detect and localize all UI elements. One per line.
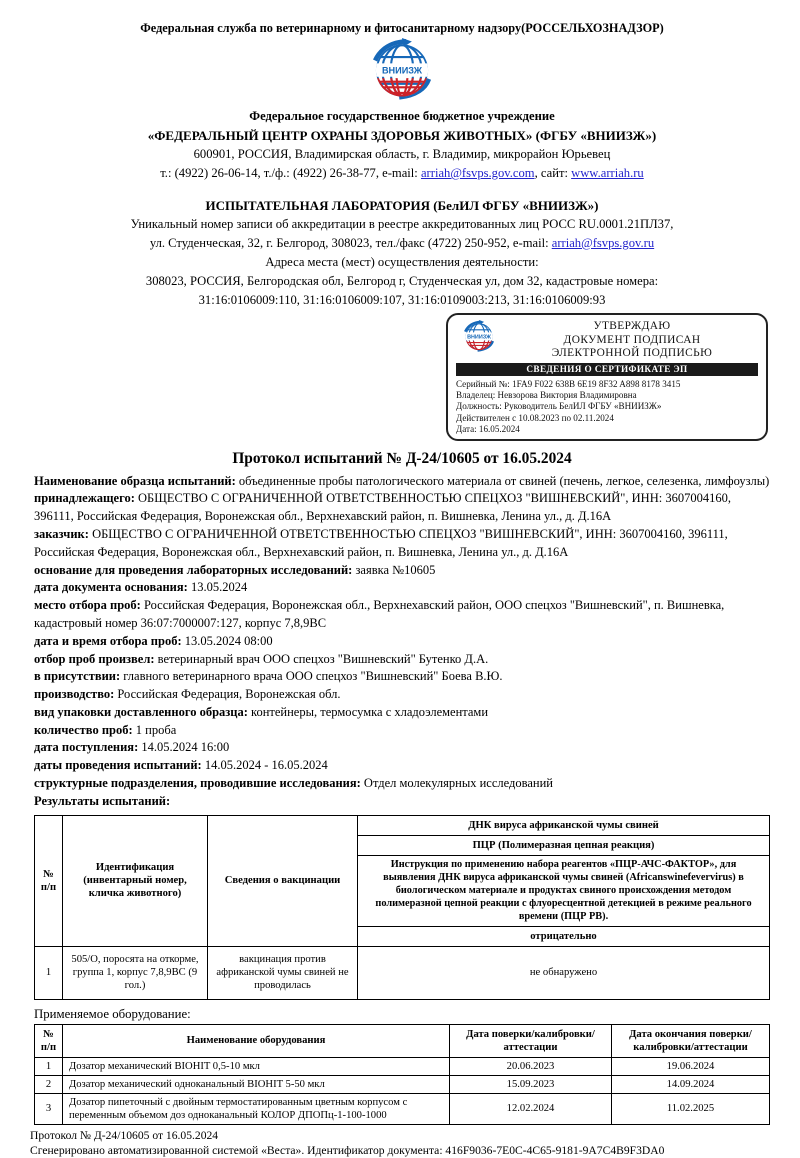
equipment-name-cell: Дозатор механический BIOHIT 0,5-10 мкл: [63, 1057, 450, 1075]
equipment-col-date-to-header: Дата окончания поверки/калибровки/аттестации: [612, 1024, 770, 1057]
results-col-id-header: Идентификация (инвентарный номер, кличка животного): [63, 815, 208, 946]
agency-line: Федеральная служба по ветеринарному и фитосанитарному надзору(РОССЕЛЬХОЗНАДЗОР): [140, 21, 664, 35]
lab-cadastral-line: 31:16:0106009:110, 31:16:0106009:107, 31:16:0109003:213, 31:16:0106009:93: [198, 293, 606, 307]
field-label: даты проведения испытаний:: [34, 758, 202, 773]
org-type-line: Федеральное государственное бюджетное учреждение: [249, 109, 555, 123]
protocol-title: Протокол испытаний № Д-24/10605 от 16.05.2024: [232, 449, 572, 467]
stamp-validity-line: Действителен с 10.08.2023 по 02.11.2024: [456, 412, 614, 423]
equipment-row: [35, 1093, 770, 1124]
stamp-titles: [506, 320, 758, 361]
lab-address-prefix: ул. Студенческая, 32, г. Белгород, 308023, тел./факс (4722) 250-952, e-mail:: [149, 236, 552, 250]
field-sample-name: [34, 473, 770, 491]
field-label: основание для проведения лабораторных исследований:: [34, 562, 353, 577]
stamp-position-line: Должность: Руководитель БелИЛ ФГБУ «ВНИИЗЖ»: [456, 401, 662, 412]
equipment-date-from-cell: 15.09.2023: [450, 1075, 612, 1093]
field-customer: [34, 526, 770, 562]
field-departments: [34, 775, 770, 793]
equipment-date-to-cell: 11.02.2025: [612, 1093, 770, 1124]
org-email-link[interactable]: arriah@fsvps.gov.com: [420, 166, 535, 180]
stamp-serial-line: Серийный №: 1FA9 F022 638B 6E19 8F32 A898 8178 3415: [456, 378, 681, 389]
equipment-name-cell: Дозатор пипеточный с двойным термостатированным цветным корпусом с переменным объемом доз одноканальный КОЛОР ДПОПц-1-100-1000: [63, 1093, 450, 1124]
results-parameter-header: ДНК вируса африканской чумы свиней: [358, 815, 770, 835]
equipment-col-date-from-header: Дата поверки/калибровки/аттестации: [450, 1024, 612, 1057]
field-sample-count: [34, 722, 770, 740]
field-value: ОБЩЕСТВО С ОГРАНИЧЕННОЙ ОТВЕТСТВЕННОСТЬЮ СПЕЦХОЗ "ВИШНЕВСКИЙ", ИНН: 3607004160, 396111, Российская Федерация, Воронежская обл., Верхнехавский район, п. Вишневка, Ленина ул., д. Д.16А: [34, 526, 728, 559]
field-label: место отбора проб:: [34, 598, 141, 613]
signature-stamp-row: [34, 313, 768, 441]
field-label: отбор проб произвел:: [34, 651, 155, 666]
field-owner: [34, 490, 770, 526]
equipment-row: [35, 1057, 770, 1075]
field-value: 13.05.2024: [190, 580, 248, 595]
field-value: Отдел молекулярных исследований: [363, 776, 553, 791]
results-heading: Результаты испытаний:: [34, 793, 171, 808]
org-address-line: 600901, РОССИЯ, Владимирская область, г. Владимир, микрорайон Юрьевец: [193, 147, 611, 161]
field-packaging: [34, 704, 770, 722]
equipment-col-name-header: Наименование оборудования: [63, 1024, 450, 1057]
equipment-date-to-cell: 19.06.2024: [612, 1057, 770, 1075]
field-value: ОБЩЕСТВО С ОГРАНИЧЕННОЙ ОТВЕТСТВЕННОСТЬЮ СПЕЦХОЗ "ВИШНЕВСКИЙ", ИНН: 3607004160, 396111, Российская Федерация, Воронежская обл., Верхнехавский район, п. Вишневка, Ленина ул., д. Д.16А: [34, 491, 731, 524]
results-instruction-header: Инструкция по применению набора реагентов «ПЦР-АЧС-ФАКТОР», для выявления ДНК вируса африканской чумы свиней (Africanswinefevervirus) в биологическом материале и продуктах свиного происхождения методом полимеразной цепной реакции с флуоресцентной детекцией в режиме реального времени (ПЦР РВ).: [358, 855, 770, 926]
results-row-result-cell: не обнаружено: [358, 946, 770, 999]
field-label: в присутствии:: [34, 669, 121, 684]
equipment-date-from-cell: 20.06.2023: [450, 1057, 612, 1075]
field-label: дата и время отбора проб:: [34, 633, 182, 648]
results-row-vaccination-cell: вакцинация против африканской чумы свиней не проводилась: [208, 946, 358, 999]
field-label: принадлежащего:: [34, 491, 135, 506]
field-label: структурные подразделения, проводившие исследования:: [34, 776, 361, 791]
equipment-num-cell: 1: [35, 1057, 63, 1075]
field-label: Наименование образца испытаний:: [34, 473, 236, 488]
lab-address-line: [34, 234, 770, 253]
lab-title-line: ИСПЫТАТЕЛЬНАЯ ЛАБОРАТОРИЯ (БелИЛ ФГБУ «ВНИИЗЖ»): [205, 198, 599, 213]
org-name-line: «ФЕДЕРАЛЬНЫЙ ЦЕНТР ОХРАНЫ ЗДОРОВЬЯ ЖИВОТНЫХ» (ФГБУ «ВНИИЗЖ»): [147, 128, 657, 143]
field-value: 14.05.2024 - 16.05.2024: [204, 758, 328, 773]
field-value: Российская Федерация, Воронежская обл.: [117, 687, 341, 702]
results-norm-header: отрицательно: [358, 926, 770, 946]
site-label: , сайт:: [534, 166, 572, 180]
field-receipt-date: [34, 739, 770, 757]
stamp-vniizh-globe-icon: [456, 320, 502, 352]
footer-protocol-line: Протокол № Д-24/10605 от 16.05.2024: [30, 1128, 219, 1142]
equipment-header-row: [35, 1024, 770, 1057]
field-sampling-datetime: [34, 633, 770, 651]
field-value: контейнеры, термосумка с хладоэлементами: [251, 704, 489, 719]
field-sampling-place: [34, 597, 770, 633]
field-label: вид упаковки доставленного образца:: [34, 704, 248, 719]
stamp-owner-line: Владелец: Невзорова Виктория Владимировна: [456, 389, 637, 400]
equipment-table: [34, 1024, 770, 1125]
lab-accreditation-line: Уникальный номер записи об аккредитации в реестре аккредитованных лиц РОСС RU.0001.21ПЛ37,: [130, 217, 674, 231]
equipment-col-num-header: № п/п: [35, 1024, 63, 1057]
field-basis: [34, 562, 770, 580]
equipment-date-from-cell: 12.02.2024: [450, 1093, 612, 1124]
field-label: количество проб:: [34, 722, 133, 737]
equipment-date-to-cell: 14.09.2024: [612, 1075, 770, 1093]
vniizh-logo-text: ВНИИЗЖ: [381, 65, 423, 76]
signature-stamp: [446, 313, 768, 441]
field-in-presence-of: [34, 668, 770, 686]
stamp-logo-text: ВНИИЗЖ: [467, 334, 491, 341]
field-label: дата документа основания:: [34, 580, 188, 595]
field-value: 14.05.2024 16:00: [141, 740, 230, 755]
document-footer: [30, 1128, 770, 1158]
field-label: дата поступления:: [34, 740, 139, 755]
stamp-details: [456, 379, 758, 436]
lab-email-link[interactable]: arriah@fsvps.gov.ru: [551, 236, 655, 250]
field-production: [34, 686, 770, 704]
results-row-num-cell: 1: [35, 946, 63, 999]
vniizh-logo: [34, 38, 770, 105]
results-table: [34, 815, 770, 1000]
stamp-signed-line-1: ДОКУМЕНТ ПОДПИСАН: [563, 333, 701, 346]
field-value: 13.05.2024 08:00: [184, 633, 273, 648]
field-value: заявка №10605: [355, 562, 436, 577]
lab-activity-title-line: Адреса места (мест) осуществления деятельности:: [265, 255, 539, 269]
equipment-name-cell: Дозатор механический одноканальный BIOHIT 5-50 мкл: [63, 1075, 450, 1093]
stamp-certificate-bar: СВЕДЕНИЯ О СЕРТИФИКАТЕ ЭП: [456, 363, 758, 376]
results-table-row: [35, 946, 770, 999]
field-value: главного ветеринарного врача ООО спецхоз "Вишневский" Боева В.Ю.: [123, 669, 503, 684]
stamp-date-line: Дата: 16.05.2024: [456, 424, 520, 435]
lab-activity-address-line: 308023, РОССИЯ, Белгородская обл, Белгород г, Студенческая ул, дом 32, кадастровые номера:: [145, 274, 659, 288]
field-value: ветеринарный врач ООО спецхоз "Вишневский" Бутенко Д.А.: [157, 651, 489, 666]
field-label: заказчик:: [34, 526, 89, 541]
stamp-signed-line-2: ЭЛЕКТРОННОЙ ПОДПИСЬЮ: [551, 347, 713, 359]
equipment-num-cell: 3: [35, 1093, 63, 1124]
field-value: объединенные пробы патологического материала от свиней (печень, легкое, селезенка, лимфоузлы): [238, 473, 770, 488]
results-method-header: ПЦР (Полимеразная цепная реакция): [358, 835, 770, 855]
org-site-link[interactable]: www.arriah.ru: [571, 166, 644, 180]
results-row-id-cell: 505/О, поросята на откорме, группа 1, корпус 7,8,9ВС (9 гол.): [63, 946, 208, 999]
footer-generated-line: Сгенерировано автоматизированной системой «Веста». Идентификатор документа: 416F9036-7E0C-4C65-9181-9A7C4B9F3DA0: [30, 1143, 665, 1157]
org-contacts-line: [34, 164, 770, 183]
field-value: 1 проба: [135, 722, 177, 737]
equipment-heading: Применяемое оборудование:: [34, 1006, 191, 1021]
field-test-dates: [34, 757, 770, 775]
field-value: Российская Федерация, Воронежская обл., Верхнехавский район, ООО спецхоз "Вишневский", п. Вишневка, кадастровый номер 36:07:7000007:127, корпус 7,8,9ВС: [34, 598, 725, 630]
contacts-prefix: т.: (4922) 26-06-14, т./ф.: (4922) 26-38-77, e-mail:: [160, 166, 421, 180]
results-col-vaccination-header: Сведения о вакцинации: [208, 815, 358, 946]
equipment-row: [35, 1075, 770, 1093]
results-col-num-header: № п/п: [35, 815, 63, 946]
field-label: производство:: [34, 687, 115, 702]
field-basis-date: [34, 579, 770, 597]
stamp-approve-line: УТВЕРЖДАЮ: [593, 320, 671, 332]
vniizh-globe-icon: [354, 38, 450, 100]
field-sampled-by: [34, 651, 770, 669]
equipment-num-cell: 2: [35, 1075, 63, 1093]
